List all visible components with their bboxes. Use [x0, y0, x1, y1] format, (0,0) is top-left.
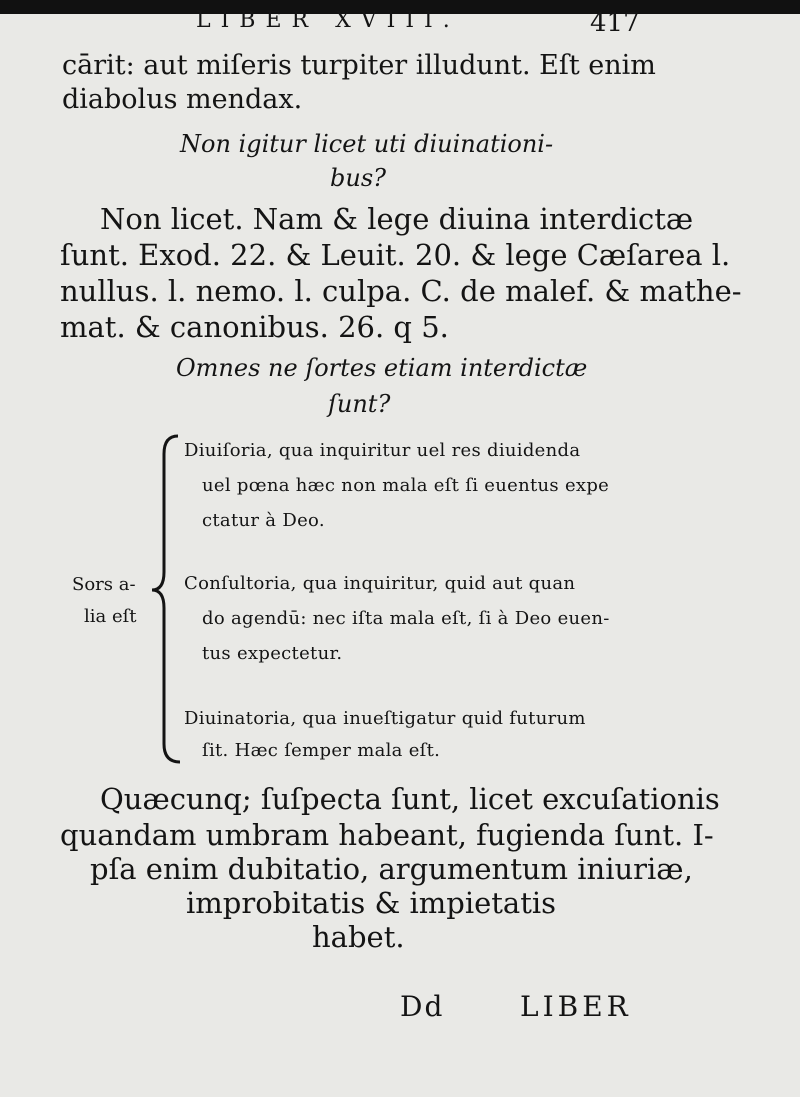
- text-line: ſunt. Exod. 22. & Leuit. 20. & lege Cæſarea l.: [60, 238, 731, 272]
- page-number: 417: [590, 8, 640, 38]
- sors-label: lia eſt: [84, 606, 137, 627]
- text-line: Non licet. Nam & lege diuina interdictæ: [100, 202, 694, 236]
- question-heading: ſunt?: [328, 390, 391, 418]
- consultoria-text: do agendū: nec iſta mala eſt, ſi à Deo euen-: [202, 608, 610, 629]
- consultoria-text: Conſultoria, qua inquiritur, quid aut quan: [184, 573, 576, 594]
- consultoria-text: tus expectetur.: [202, 643, 343, 664]
- text-line: quandam umbram habeant, fugienda ſunt. I-: [60, 818, 714, 852]
- signature-mark: Dd: [400, 990, 445, 1023]
- question-heading: Omnes ne ſortes etiam interdictæ: [176, 354, 588, 382]
- text-line: mat. & canonibus. 26. q 5.: [60, 310, 449, 344]
- running-title: LIBER XVIII.: [196, 8, 460, 33]
- text-line: cārit: aut miſeris turpiter illudunt. Eſt enim: [62, 50, 656, 81]
- question-heading: Non igitur licet uti diuinationi-: [180, 130, 554, 158]
- text-line: diabolus mendax.: [62, 84, 303, 115]
- sors-label: Sors a-: [72, 574, 136, 595]
- divisoria-text: ctatur à Deo.: [202, 510, 325, 531]
- text-line: Quæcunq; ſuſpecta ſunt, licet excuſationis: [100, 782, 720, 816]
- divisoria-text: Diuiſoria, qua inquiritur uel res diuidenda: [184, 440, 581, 461]
- divinatoria-text: Diuinatoria, qua inueſtigatur quid futurum: [184, 708, 586, 729]
- text-line: improbitatis & impietatis: [186, 886, 557, 920]
- text-line: pſa enim dubitatio, argumentum iniuriæ,: [90, 852, 693, 886]
- catchword: LIBER: [520, 990, 632, 1023]
- divinatoria-text: ſit. Hæc ſemper mala eſt.: [202, 740, 441, 761]
- divisoria-text: uel pœna hæc non mala eſt ſi euentus expe: [202, 475, 610, 496]
- text-line: nullus. l. nemo. l. culpa. C. de malef. & mathe-: [60, 274, 742, 308]
- question-heading: bus?: [330, 164, 387, 192]
- text-line: habet.: [312, 920, 405, 954]
